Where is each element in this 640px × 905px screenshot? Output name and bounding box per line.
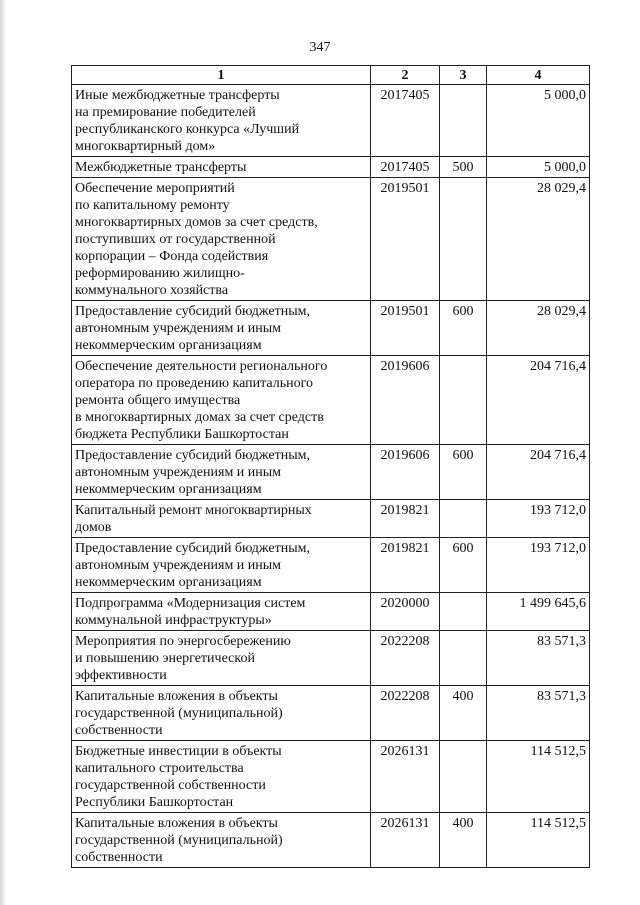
- row-type: [440, 178, 487, 301]
- row-code: 2019821: [371, 538, 440, 593]
- table-row: [72, 686, 590, 741]
- row-name: Предоставление субсидий бюджетным, автономным учреждениям и иным некоммерческим организациям: [72, 301, 371, 356]
- row-type: [440, 631, 487, 686]
- row-code: 2019821: [371, 500, 440, 538]
- table-row: [72, 500, 590, 538]
- header-col-2: 2: [371, 66, 440, 85]
- row-code: 2026131: [371, 741, 440, 813]
- row-name: Капитальный ремонт многоквартирных домов: [72, 500, 371, 538]
- scan-edge-shadow: [0, 0, 6, 905]
- row-type: [440, 500, 487, 538]
- row-code: 2019606: [371, 445, 440, 500]
- row-code: 2017405: [371, 85, 440, 157]
- row-amount: 5 000,0: [487, 85, 590, 157]
- header-col-4: 4: [487, 66, 590, 85]
- row-code: 2026131: [371, 813, 440, 868]
- row-code: 2017405: [371, 157, 440, 178]
- table-row: [72, 631, 590, 686]
- row-name: Подпрограмма «Модернизация систем коммунальной инфраструктуры»: [72, 593, 371, 631]
- row-type: 400: [440, 813, 487, 868]
- row-type: 600: [440, 301, 487, 356]
- row-amount: 204 716,4: [487, 445, 590, 500]
- row-code: 2022208: [371, 631, 440, 686]
- row-code: 2019501: [371, 301, 440, 356]
- row-name: Предоставление субсидий бюджетным, автономным учреждениям и иным некоммерческим организациям: [72, 445, 371, 500]
- budget-table: [71, 65, 590, 868]
- row-name: Бюджетные инвестиции в объекты капитального строительства государственной собственности Республики Башкортостан: [72, 741, 371, 813]
- table-row: [72, 741, 590, 813]
- header-col-3: 3: [440, 66, 487, 85]
- table-row: [72, 301, 590, 356]
- row-amount: 83 571,3: [487, 686, 590, 741]
- table-row: [72, 538, 590, 593]
- row-amount: 114 512,5: [487, 813, 590, 868]
- table-row: [72, 593, 590, 631]
- row-name: Иные межбюджетные трансферты на премирование победителей республиканского конкурса «Лучший многоквартирный дом»: [72, 85, 371, 157]
- table-row: [72, 356, 590, 445]
- header-col-1: 1: [72, 66, 371, 85]
- page-number: 347: [309, 40, 331, 55]
- table-row: [72, 813, 590, 868]
- row-name: Обеспечение мероприятий по капитальному ремонту многоквартирных домов за счет средств, поступивших от государственной корпорации – Фонда содействия реформированию жилищно- коммунального хозяйства: [72, 178, 371, 301]
- table-header-row: [72, 66, 590, 85]
- row-code: 2020000: [371, 593, 440, 631]
- row-amount: 28 029,4: [487, 178, 590, 301]
- row-amount: 83 571,3: [487, 631, 590, 686]
- row-type: [440, 593, 487, 631]
- row-amount: 1 499 645,6: [487, 593, 590, 631]
- table-row: [72, 157, 590, 178]
- row-type: [440, 741, 487, 813]
- row-amount: 114 512,5: [487, 741, 590, 813]
- row-type: 600: [440, 538, 487, 593]
- row-name: Капитальные вложения в объекты государственной (муниципальной) собственности: [72, 813, 371, 868]
- row-type: 400: [440, 686, 487, 741]
- row-name: Межбюджетные трансферты: [72, 157, 371, 178]
- table-row: [72, 178, 590, 301]
- row-amount: 204 716,4: [487, 356, 590, 445]
- row-type: 600: [440, 445, 487, 500]
- row-name: Обеспечение деятельности регионального оператора по проведению капитального ремонта общего имущества в многоквартирных домах за счет средств бюджета Республики Башкортостан: [72, 356, 371, 445]
- row-type: [440, 356, 487, 445]
- table-row: [72, 85, 590, 157]
- row-code: 2019501: [371, 178, 440, 301]
- row-amount: 193 712,0: [487, 500, 590, 538]
- row-type: [440, 85, 487, 157]
- row-amount: 28 029,4: [487, 301, 590, 356]
- row-code: 2019606: [371, 356, 440, 445]
- row-name: Капитальные вложения в объекты государственной (муниципальной) собственности: [72, 686, 371, 741]
- row-name: Мероприятия по энергосбережению и повышению энергетической эффективности: [72, 631, 371, 686]
- row-name: Предоставление субсидий бюджетным, автономным учреждениям и иным некоммерческим организациям: [72, 538, 371, 593]
- row-type: 500: [440, 157, 487, 178]
- row-code: 2022208: [371, 686, 440, 741]
- table-row: [72, 445, 590, 500]
- row-amount: 5 000,0: [487, 157, 590, 178]
- row-amount: 193 712,0: [487, 538, 590, 593]
